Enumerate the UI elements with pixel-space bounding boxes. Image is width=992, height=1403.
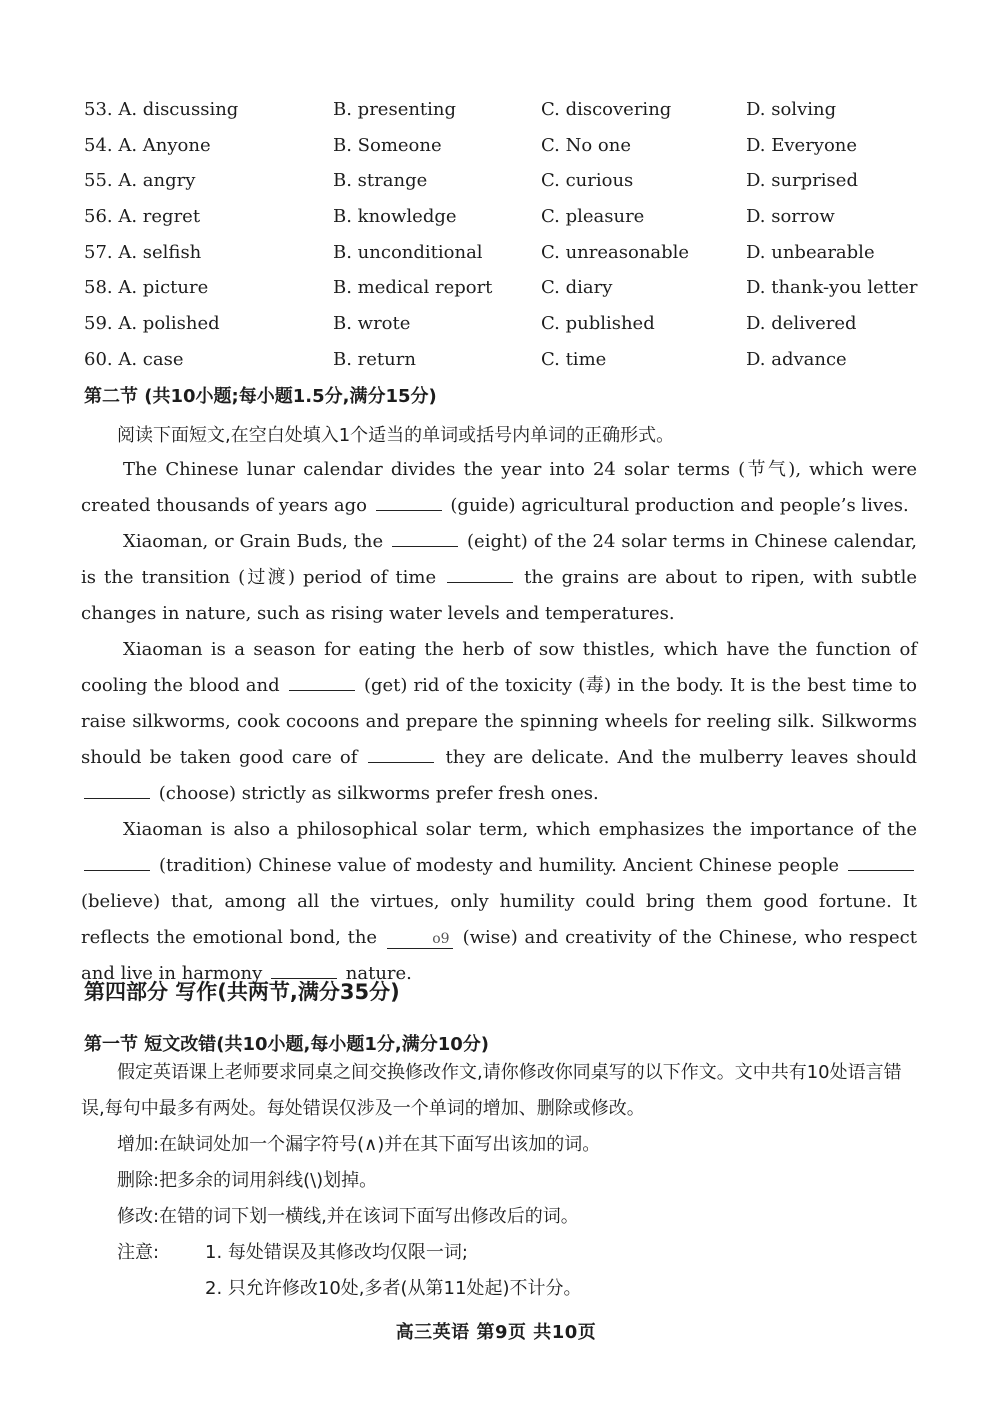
note-item-2: 2. 只允许修改10处,多者(从第11处起)不计分。	[205, 1278, 582, 1299]
option-b: B. Someone	[333, 134, 442, 156]
passage-text: (choose) strictly as silkworms prefer fresh ones.	[158, 783, 599, 804]
option-a: 59. A. polished	[84, 313, 220, 335]
answer-blank-67[interactable]	[84, 852, 150, 871]
passage-text: the grains are about to ripen, with subtle changes in nature, such as rising water levels and temperatures.	[81, 567, 917, 624]
option-d: D. Everyone	[746, 134, 858, 156]
choice-row-56	[84, 203, 924, 239]
option-c: C. discovering	[541, 99, 672, 120]
option-b: B. unconditional	[333, 241, 483, 263]
passage-paragraph-3	[81, 632, 917, 812]
section-2-instruction: 阅读下面短文,在空白处填入1个适当的单词或括号内单词的正确形式。	[117, 425, 675, 446]
answer-blank-62[interactable]	[392, 528, 458, 547]
option-b: B. strange	[333, 170, 428, 192]
option-b: B. presenting	[333, 99, 457, 120]
option-c: C. No one	[541, 134, 631, 156]
answer-blank-61[interactable]	[376, 492, 442, 511]
option-b: B. wrote	[333, 313, 411, 335]
section-2-instruction-block	[81, 418, 921, 454]
note-label: 注意:	[117, 1242, 160, 1263]
passage-text: (guide) agricultural production and people’s lives.	[450, 495, 909, 516]
option-c: C. diary	[541, 277, 613, 299]
choice-row-55	[84, 167, 924, 203]
choice-row-57	[84, 239, 924, 275]
passage-paragraph-4	[81, 812, 917, 992]
passage-text: nature.	[345, 963, 412, 984]
option-d: D. sorrow	[746, 206, 835, 228]
option-b: B. medical report	[333, 277, 493, 299]
note-row-1	[81, 1235, 921, 1271]
option-c: C. unreasonable	[541, 241, 690, 263]
option-b: B. knowledge	[333, 206, 457, 228]
choice-row-59	[84, 310, 924, 346]
rule-delete: 删除:把多余的词用斜线(\)划掉。	[117, 1170, 378, 1191]
option-c: C. curious	[541, 170, 634, 192]
passage-text: they are delicate. And the mulberry leaves should	[445, 747, 917, 768]
section-2-heading: 第二节 (共10小题;每小题1.5分,满分15分)	[84, 386, 437, 407]
option-a: 57. A. selfish	[84, 241, 202, 263]
passage-paragraph-1	[81, 452, 917, 524]
option-c: C. time	[541, 348, 607, 370]
answer-blank-69[interactable]: o9	[387, 930, 453, 949]
section-1-instructions	[81, 1055, 921, 1307]
passage-paragraph-2	[81, 524, 917, 632]
choice-row-60	[84, 346, 924, 382]
rule-add: 增加:在缺词处加一个漏字符号(∧)并在其下面写出该加的词。	[117, 1134, 601, 1155]
passage-text: (eight) of the 24 solar terms in Chinese calendar, is the transition (过渡) period of time	[81, 531, 917, 588]
option-a: 60. A. case	[84, 348, 184, 370]
option-b: B. return	[333, 348, 416, 370]
answer-blank-68[interactable]	[848, 852, 914, 871]
passage-text: Xiaoman is also a philosophical solar term, which emphasizes the importance of the	[123, 819, 917, 840]
passage-text: (tradition) Chinese value of modesty and humility. Ancient Chinese people	[159, 855, 839, 876]
option-d: D. solving	[746, 99, 837, 120]
multiple-choice-options	[84, 96, 924, 382]
section-1-heading: 第一节 短文改错(共10小题,每小题1分,满分10分)	[84, 1034, 490, 1055]
option-d: D. thank-you letter	[746, 277, 918, 299]
option-d: D. delivered	[746, 313, 857, 335]
option-a: 55. A. angry	[84, 170, 196, 192]
choice-row-58	[84, 274, 924, 310]
option-d: D. unbearable	[746, 241, 875, 263]
error-correction-instruction: 假定英语课上老师要求同桌之间交换修改作文,请你修改你同桌写的以下作文。文中共有10处语言错误,每句中最多有两处。每处错误仅涉及一个单词的增加、删除或修改。	[81, 1062, 902, 1119]
option-d: D. advance	[746, 348, 847, 370]
rule-modify: 修改:在错的词下划一横线,并在该词下面写出修改后的词。	[117, 1206, 579, 1227]
passage-text: (get) rid of the toxicity (毒) in the body. It is the best time to raise silkworms, cook cocoons and prepare the spinning wheels for reeling silk. Silkworms should be taken good care of	[81, 675, 917, 768]
option-d: D. surprised	[746, 170, 858, 192]
page-footer: 高三英语 第9页 共10页	[395, 1322, 597, 1343]
answer-blank-64[interactable]	[289, 672, 355, 691]
option-a: 56. A. regret	[84, 206, 201, 228]
choice-row-54	[84, 132, 924, 168]
option-a: 58. A. picture	[84, 277, 209, 299]
note-item-1: 1. 每处错误及其修改均仅限一词;	[205, 1242, 468, 1263]
note-row-2	[81, 1271, 921, 1307]
passage-text: Xiaoman, or Grain Buds, the	[123, 531, 384, 552]
passage-text: (believe) that, among all the virtues, only humility could bring them good fortune. It reflects the emotional bond, the	[81, 891, 917, 948]
option-a: 54. A. Anyone	[84, 134, 211, 156]
part-4-heading: 第四部分 写作(共两节,满分35分)	[84, 980, 400, 1004]
option-c: C. pleasure	[541, 206, 645, 228]
answer-blank-63[interactable]	[447, 564, 513, 583]
passage-text: The Chinese lunar calendar divides the year into 24 solar terms (节气), which were created thousands of years ago	[81, 459, 917, 516]
option-a: 53. A. discussing	[84, 99, 239, 120]
option-c: C. published	[541, 313, 655, 335]
passage-text: (wise) and creativity of the Chinese, who respect and live in harmony	[81, 927, 917, 984]
answer-blank-65[interactable]	[368, 744, 434, 763]
choice-row-53	[84, 96, 924, 132]
passage-text: Xiaoman is a season for eating the herb of sow thistles, which have the function of cooling the blood and	[81, 639, 917, 696]
cloze-passage	[81, 452, 917, 992]
answer-blank-66[interactable]	[84, 780, 150, 799]
